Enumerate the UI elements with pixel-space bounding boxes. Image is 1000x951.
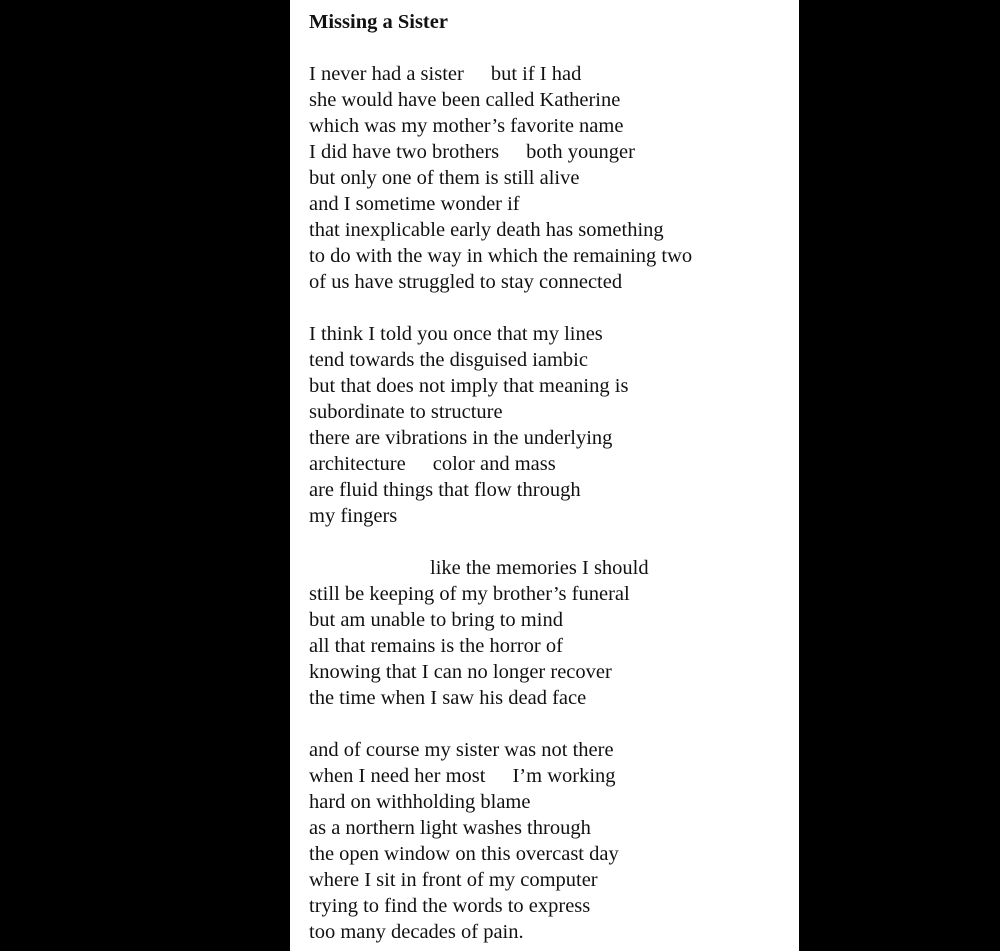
poem-line: the time when I saw his dead face <box>309 687 587 709</box>
poem-line: but only one of them is still alive <box>309 167 580 189</box>
poem-line: I never had a sister but if I had <box>309 63 582 85</box>
stanza-4 <box>309 737 789 945</box>
stanza-3 <box>309 555 789 711</box>
stanza-2 <box>309 321 789 529</box>
document-page <box>290 0 799 951</box>
poem-line: are fluid things that flow through <box>309 479 581 501</box>
poem-line: architecture color and mass <box>309 453 556 475</box>
poem-line: subordinate to structure <box>309 401 503 423</box>
poem-line: hard on withholding blame <box>309 791 531 813</box>
poem-line: and of course my sister was not there <box>309 739 614 761</box>
poem-line: she would have been called Katherine <box>309 89 621 111</box>
poem-line: that inexplicable early death has something <box>309 219 664 241</box>
poem-line: which was my mother’s favorite name <box>309 115 624 137</box>
poem-line: trying to find the words to express <box>309 895 591 917</box>
poem-line: there are vibrations in the underlying <box>309 427 613 449</box>
poem-line: when I need her most I’m working <box>309 765 616 787</box>
poem-line: knowing that I can no longer recover <box>309 661 612 683</box>
poem-line: and I sometime wonder if <box>309 193 520 215</box>
poem-line: the open window on this overcast day <box>309 843 619 865</box>
poem-line: too many decades of pain. <box>309 921 524 943</box>
poem-line: my fingers <box>309 505 398 527</box>
poem <box>309 6 789 945</box>
poem-line: where I sit in front of my computer <box>309 869 598 891</box>
poem-line: tend towards the disguised iambic <box>309 349 588 371</box>
poem-line: I think I told you once that my lines <box>309 323 603 345</box>
poem-line: still be keeping of my brother’s funeral <box>309 583 630 605</box>
poem-line: I did have two brothers both younger <box>309 141 635 163</box>
stanza-1 <box>309 61 789 295</box>
poem-line: but that does not imply that meaning is <box>309 375 629 397</box>
poem-line: as a northern light washes through <box>309 817 591 839</box>
poem-line: to do with the way in which the remaining two <box>309 245 693 267</box>
poem-title: Missing a Sister <box>309 11 448 33</box>
poem-line: all that remains is the horror of <box>309 635 563 657</box>
poem-line: but am unable to bring to mind <box>309 609 563 631</box>
poem-line-indented: like the memories I should <box>430 557 649 579</box>
poem-line: of us have struggled to stay connected <box>309 271 623 293</box>
